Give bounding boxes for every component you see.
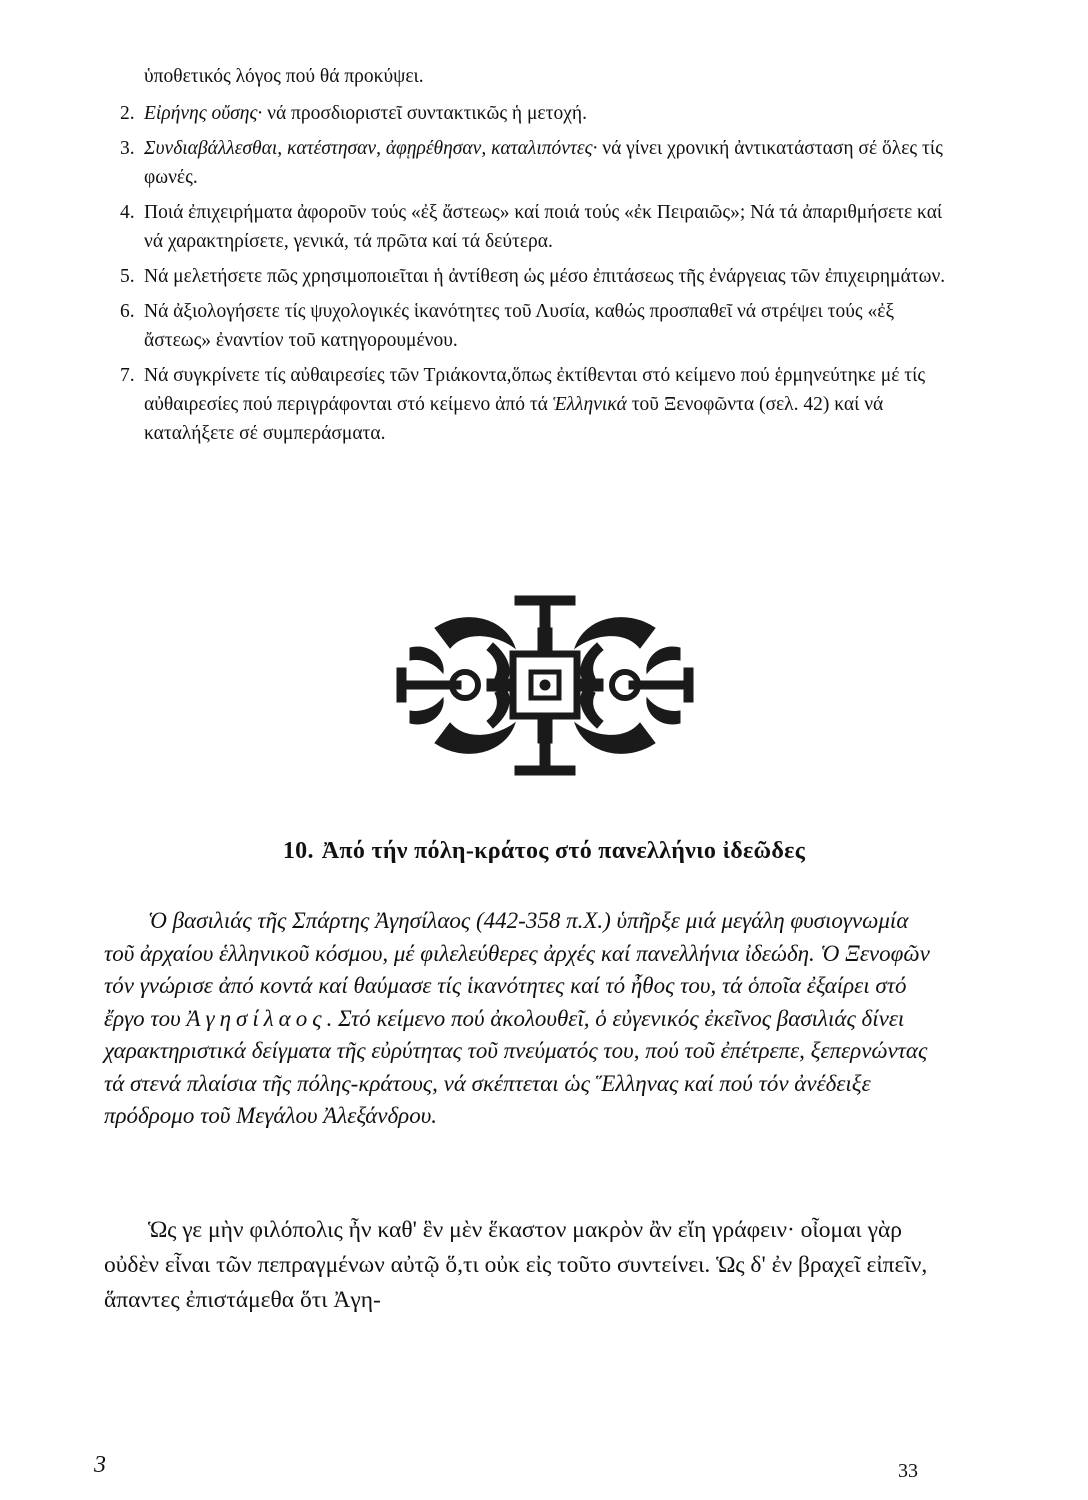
page-number: 33 <box>898 1460 918 1482</box>
question-number: 2. <box>120 103 135 124</box>
question-item <box>120 198 950 256</box>
question-continuation: ὑποθετικός λόγος πού θά προκύψει. <box>144 66 424 87</box>
question-text: Νά μελετήσετε πῶς χρησιμοποιεῖται ἡ ἀντίθεση ὡς μέσο ἐπιτάσεως τῆς ἐνάργειας τῶν ἐπιχειρημάτων. <box>144 266 946 287</box>
chapter-heading: Ἀπό τήν πόλη-κράτος στό πανελλήνιο ἰδεῶδες <box>321 838 806 864</box>
question-list <box>120 62 950 454</box>
question-item <box>120 297 950 355</box>
question-number: 3. <box>120 138 135 159</box>
chapter-title <box>0 838 1088 865</box>
ancient-greek-text <box>104 1213 934 1318</box>
question-body: Νά συγκρίνετε τίς αὐθαιρεσίες τῶν Τριάκοντα,ὅπως ἐκτίθενται στό κείμενο πού ἑρμηνεύτηκε μέ τίς αὐθαιρεσίες πού περιγράφονται στό κείμενο ἀπό τά <box>144 365 926 415</box>
question-body: νά προσδιοριστεῖ συντακτικῶς ἡ μετοχή. <box>262 103 587 124</box>
chapter-introduction <box>104 905 934 1133</box>
intro-text-start: Ὁ βασιλιάς τῆς Σπάρτης Ἀγησίλαος (442-358 π.Χ.) ὑπῆρξε μιά μεγάλη φυσιογνωμία τοῦ ἀρχαίου ἑλληνικοῦ κόσμου, μέ φιλελεύθερες ἀρχές καί πανελλήνια ἰδεώδη. Ὁ Ξενοφῶν τόν γνώρισε ἀπό κοντά καί θαύμασε τίς ἱκανότητες καί τό ἦθος του, τά ὁποῖα ἐξαίρει στό ἔργο του <box>104 908 930 1031</box>
question-text: Ποιά ἐπιχειρήματα ἀφοροῦν τούς «ἐξ ἄστεως» καί ποιά τούς «ἐκ Πειραιῶς»; Νά τά ἀπαριθμήσετε καί νά χαρακτηρίσετε, γενικά, τά πρῶτα καί τά δεύτερα. <box>144 202 943 252</box>
question-text <box>144 361 950 448</box>
question-number: 7. <box>120 365 135 386</box>
intro-text-end: . Στό κείμενο πού ἀκολουθεῖ, ὁ εὐγενικός ἐκεῖνος βασιλιάς δίνει χαρακτηριστικά δείγματα τῆς εὐρύτητας τοῦ πνεύματός του, πού τοῦ ἐπέτρεπε, ξεπερνώντας τά στενά πλαίσια τῆς πόλης-κράτους, νά σκέπτεται ὡς Ἕλληνας καί πού τόν ἀνέδειξε πρόδρομο τοῦ Μεγάλου Ἀλεξάνδρου. <box>104 1005 928 1128</box>
question-italic: Εἰρήνης οὔσης· <box>144 103 263 124</box>
chapter-number: 10. <box>282 838 314 864</box>
question-number: 6. <box>120 301 135 322</box>
question-number: 5. <box>120 266 135 287</box>
intro-work-title: Ἀγησίλαος <box>186 1005 327 1031</box>
greek-paragraph: Ὡς γε μὴν φιλόπολις ἦν καθ' ἓν μὲν ἕκαστον μακρὸν ἂν εἴη γράφειν· οἶομαι γὰρ οὐδὲν εἶναι τῶν πεπραγμένων αὐτῷ ὅ,τι οὐκ εἰς τοῦτο συντείνει. Ὡς δ' ἐν βραχεῖ εἰπεῖν, ἅπαντες ἐπιστάμεθα ὅτι Ἀγη- <box>104 1217 928 1313</box>
question-item <box>120 361 950 448</box>
question-body-end: τοῦ Ξενοφῶντα (σελ. 42) καί νά καταλήξετε σέ συμπεράσματα. <box>144 394 884 444</box>
signature-mark: 3 <box>94 1452 106 1478</box>
question-italic: Ἑλληνικά <box>552 394 627 415</box>
decorative-ornament-icon <box>395 588 695 783</box>
question-item <box>120 134 950 192</box>
question-italic: Συνδιαβάλλεσθαι, κατέστησαν, ἀφῃρέθησαν, καταλιπόντες· <box>144 138 598 159</box>
question-text <box>144 134 950 192</box>
question-text: Νά ἀξιολογήσετε τίς ψυχολογικές ἱκανότητες τοῦ Λυσία, καθώς προσπαθεῖ νά στρέψει τούς «ἐξ ἄστεως» ἐναντίον τοῦ κατηγορουμένου. <box>144 301 895 351</box>
question-text <box>144 99 950 128</box>
question-item <box>120 99 950 128</box>
intro-paragraph <box>104 905 934 1133</box>
question-item <box>120 262 950 291</box>
question-body: νά γίνει χρονική ἀντικατάσταση σέ ὅλες τίς φωνές. <box>144 138 943 188</box>
question-number: 4. <box>120 202 135 223</box>
